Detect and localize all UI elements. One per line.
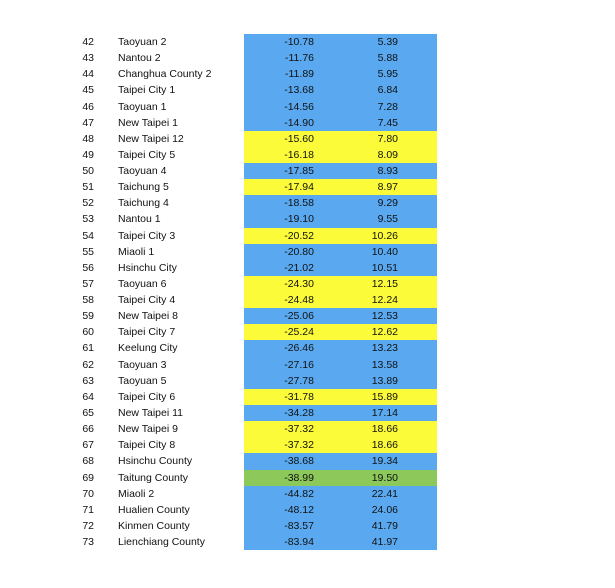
value1-cell: -11.89 — [285, 68, 314, 81]
rank-cell: 58 — [82, 294, 94, 307]
table-row — [0, 260, 615, 276]
table-row — [0, 50, 615, 66]
district-name-cell: Nantou 1 — [118, 213, 161, 226]
value2-cell: 17.14 — [371, 406, 398, 419]
table-row — [0, 244, 615, 260]
value1-cell: -11.76 — [285, 52, 314, 65]
rank-cell: 68 — [82, 455, 94, 468]
value2-cell: 41.97 — [371, 536, 398, 549]
value2-cell: 19.50 — [371, 471, 398, 484]
value2-cell: 13.58 — [371, 358, 398, 371]
rank-cell: 72 — [82, 519, 94, 532]
value2-cell: 18.66 — [371, 423, 398, 436]
value2-cell: 10.26 — [371, 229, 398, 242]
rank-cell: 46 — [82, 100, 94, 113]
value2-cell: 8.97 — [377, 181, 398, 194]
rank-cell: 45 — [82, 84, 94, 97]
rank-cell: 62 — [82, 358, 94, 371]
table-row — [0, 308, 615, 324]
value1-cell: -26.46 — [284, 342, 314, 355]
value2-cell: 41.79 — [371, 519, 398, 532]
table-row — [0, 195, 615, 211]
district-name-cell: Taoyuan 3 — [118, 358, 167, 371]
rank-cell: 50 — [82, 165, 94, 178]
value1-cell: -25.24 — [284, 326, 314, 339]
district-name-cell: Nantou 2 — [118, 52, 161, 65]
rank-cell: 73 — [82, 536, 94, 549]
value1-cell: -37.32 — [284, 439, 314, 452]
table-row — [0, 34, 615, 50]
district-name-cell: Taipei City 8 — [118, 439, 176, 452]
district-name-cell: Hsinchu County — [118, 455, 193, 468]
rank-cell: 47 — [82, 116, 94, 129]
table-row — [0, 82, 615, 98]
value1-cell: -37.32 — [284, 423, 314, 436]
value1-cell: -16.18 — [284, 148, 314, 161]
rank-cell: 43 — [82, 52, 94, 65]
value1-cell: -14.56 — [284, 100, 314, 113]
value1-cell: -31.78 — [284, 390, 314, 403]
value2-cell: 22.41 — [371, 487, 398, 500]
rank-cell: 69 — [82, 471, 94, 484]
rank-cell: 71 — [82, 503, 94, 516]
rank-cell: 65 — [82, 406, 94, 419]
rank-cell: 64 — [82, 390, 94, 403]
value2-cell: 15.89 — [371, 390, 398, 403]
rank-cell: 55 — [82, 245, 94, 258]
table-row — [0, 99, 615, 115]
district-name-cell: Taoyuan 5 — [118, 374, 167, 387]
rank-cell: 52 — [82, 197, 94, 210]
value2-cell: 12.53 — [371, 310, 398, 323]
value2-cell: 7.28 — [377, 100, 398, 113]
district-name-cell: New Taipei 12 — [118, 132, 184, 145]
rank-cell: 67 — [82, 439, 94, 452]
district-name-cell: Miaoli 2 — [118, 487, 155, 500]
table-row — [0, 534, 615, 550]
table-row — [0, 405, 615, 421]
table-row — [0, 357, 615, 373]
value2-cell: 24.06 — [371, 503, 398, 516]
district-name-cell: Taichung 4 — [118, 197, 169, 210]
table-row — [0, 179, 615, 195]
value1-cell: -20.52 — [284, 229, 314, 242]
district-name-cell: Taoyuan 4 — [118, 165, 167, 178]
rank-cell: 49 — [82, 148, 94, 161]
district-name-cell: Hualien County — [118, 503, 190, 516]
district-name-cell: New Taipei 11 — [118, 406, 183, 419]
rank-cell: 48 — [82, 132, 94, 145]
value2-cell: 10.51 — [371, 261, 398, 274]
district-name-cell: Taipei City 5 — [118, 148, 176, 161]
value1-cell: -19.10 — [284, 213, 314, 226]
value1-cell: -15.60 — [284, 132, 314, 145]
value1-cell: -25.06 — [284, 310, 314, 323]
district-name-cell: Taichung 5 — [118, 181, 169, 194]
value1-cell: -17.85 — [284, 165, 314, 178]
table-row — [0, 276, 615, 292]
value2-cell: 5.39 — [377, 36, 398, 48]
district-name-cell: Taoyuan 1 — [118, 100, 167, 113]
rank-cell: 61 — [82, 342, 94, 355]
table-row — [0, 147, 615, 163]
value1-cell: -27.78 — [284, 374, 314, 387]
value1-cell: -38.68 — [284, 455, 314, 468]
value2-cell: 12.62 — [371, 326, 398, 339]
value1-cell: -48.12 — [284, 503, 314, 516]
rank-cell: 44 — [82, 68, 94, 81]
rank-cell: 42 — [82, 36, 94, 48]
table-row — [0, 502, 615, 518]
value2-cell: 9.29 — [377, 197, 398, 210]
table-row — [0, 389, 615, 405]
value2-cell: 6.84 — [377, 84, 398, 97]
value2-cell: 13.89 — [371, 374, 398, 387]
value1-cell: -83.94 — [284, 536, 314, 549]
district-name-cell: New Taipei 1 — [118, 116, 178, 129]
table-row — [0, 437, 615, 453]
value1-cell: -24.30 — [284, 277, 314, 290]
district-name-cell: New Taipei 8 — [118, 310, 178, 323]
table-row — [0, 292, 615, 308]
value2-cell: 12.15 — [371, 277, 398, 290]
table-row — [0, 518, 615, 534]
table-row — [0, 228, 615, 244]
district-name-cell: Taipei City 6 — [118, 390, 176, 403]
value1-cell: -83.57 — [284, 519, 314, 532]
value2-cell: 9.55 — [377, 213, 398, 226]
value2-cell: 5.88 — [377, 52, 398, 65]
district-name-cell: New Taipei 9 — [118, 423, 178, 436]
value2-cell: 7.45 — [377, 116, 398, 129]
value1-cell: -10.78 — [284, 36, 314, 48]
value1-cell: -27.16 — [284, 358, 314, 371]
value1-cell: -13.68 — [284, 84, 314, 97]
rank-cell: 66 — [82, 423, 94, 436]
table-row — [0, 453, 615, 469]
table-row — [0, 163, 615, 179]
rank-cell: 56 — [82, 261, 94, 274]
district-name-cell: Hsinchu City — [118, 261, 177, 274]
district-name-cell: Taipei City 7 — [118, 326, 176, 339]
value1-cell: -17.94 — [284, 181, 314, 194]
value1-cell: -18.58 — [284, 197, 314, 210]
value2-cell: 8.09 — [377, 148, 398, 161]
value1-cell: -14.90 — [284, 116, 314, 129]
district-name-cell: Taipei City 1 — [118, 84, 176, 97]
district-name-cell: Keelung City — [118, 342, 178, 355]
rank-cell: 51 — [82, 181, 94, 194]
district-name-cell: Taipei City 3 — [118, 229, 176, 242]
rank-cell: 53 — [82, 213, 94, 226]
table-row — [0, 470, 615, 486]
rank-cell: 59 — [82, 310, 94, 323]
table-row — [0, 211, 615, 227]
table-row — [0, 421, 615, 437]
table-row — [0, 66, 615, 82]
value2-cell: 12.24 — [371, 294, 398, 307]
district-name-cell: Taoyuan 6 — [118, 277, 167, 290]
table-row — [0, 115, 615, 131]
value1-cell: -34.28 — [284, 406, 314, 419]
value1-cell: -20.80 — [284, 245, 314, 258]
value2-cell: 18.66 — [371, 439, 398, 452]
district-name-cell: Taipei City 4 — [118, 294, 176, 307]
value2-cell: 19.34 — [371, 455, 398, 468]
value2-cell: 10.40 — [371, 245, 398, 258]
rank-cell: 57 — [82, 277, 94, 290]
rank-cell: 70 — [82, 487, 94, 500]
district-name-cell: Taoyuan 2 — [118, 36, 167, 48]
value2-cell: 13.23 — [371, 342, 398, 355]
district-name-cell: Taitung County — [118, 471, 189, 484]
rank-cell: 63 — [82, 374, 94, 387]
rank-cell: 60 — [82, 326, 94, 339]
value1-cell: -44.82 — [284, 487, 314, 500]
value1-cell: -38.99 — [284, 471, 314, 484]
value1-cell: -24.48 — [284, 294, 314, 307]
district-name-cell: Miaoli 1 — [118, 245, 155, 258]
value2-cell: 8.93 — [377, 165, 398, 178]
district-name-cell: Kinmen County — [118, 519, 190, 532]
value2-cell: 7.80 — [377, 132, 398, 145]
district-name-cell: Changhua County 2 — [118, 68, 212, 81]
value2-cell: 5.95 — [377, 68, 398, 81]
rank-cell: 54 — [82, 229, 94, 242]
table-row — [0, 340, 615, 356]
table-row — [0, 486, 615, 502]
table-row — [0, 324, 615, 340]
table-row — [0, 131, 615, 147]
table-row — [0, 373, 615, 389]
value1-cell: -21.02 — [284, 261, 314, 274]
district-name-cell: Lienchiang County — [118, 536, 205, 549]
